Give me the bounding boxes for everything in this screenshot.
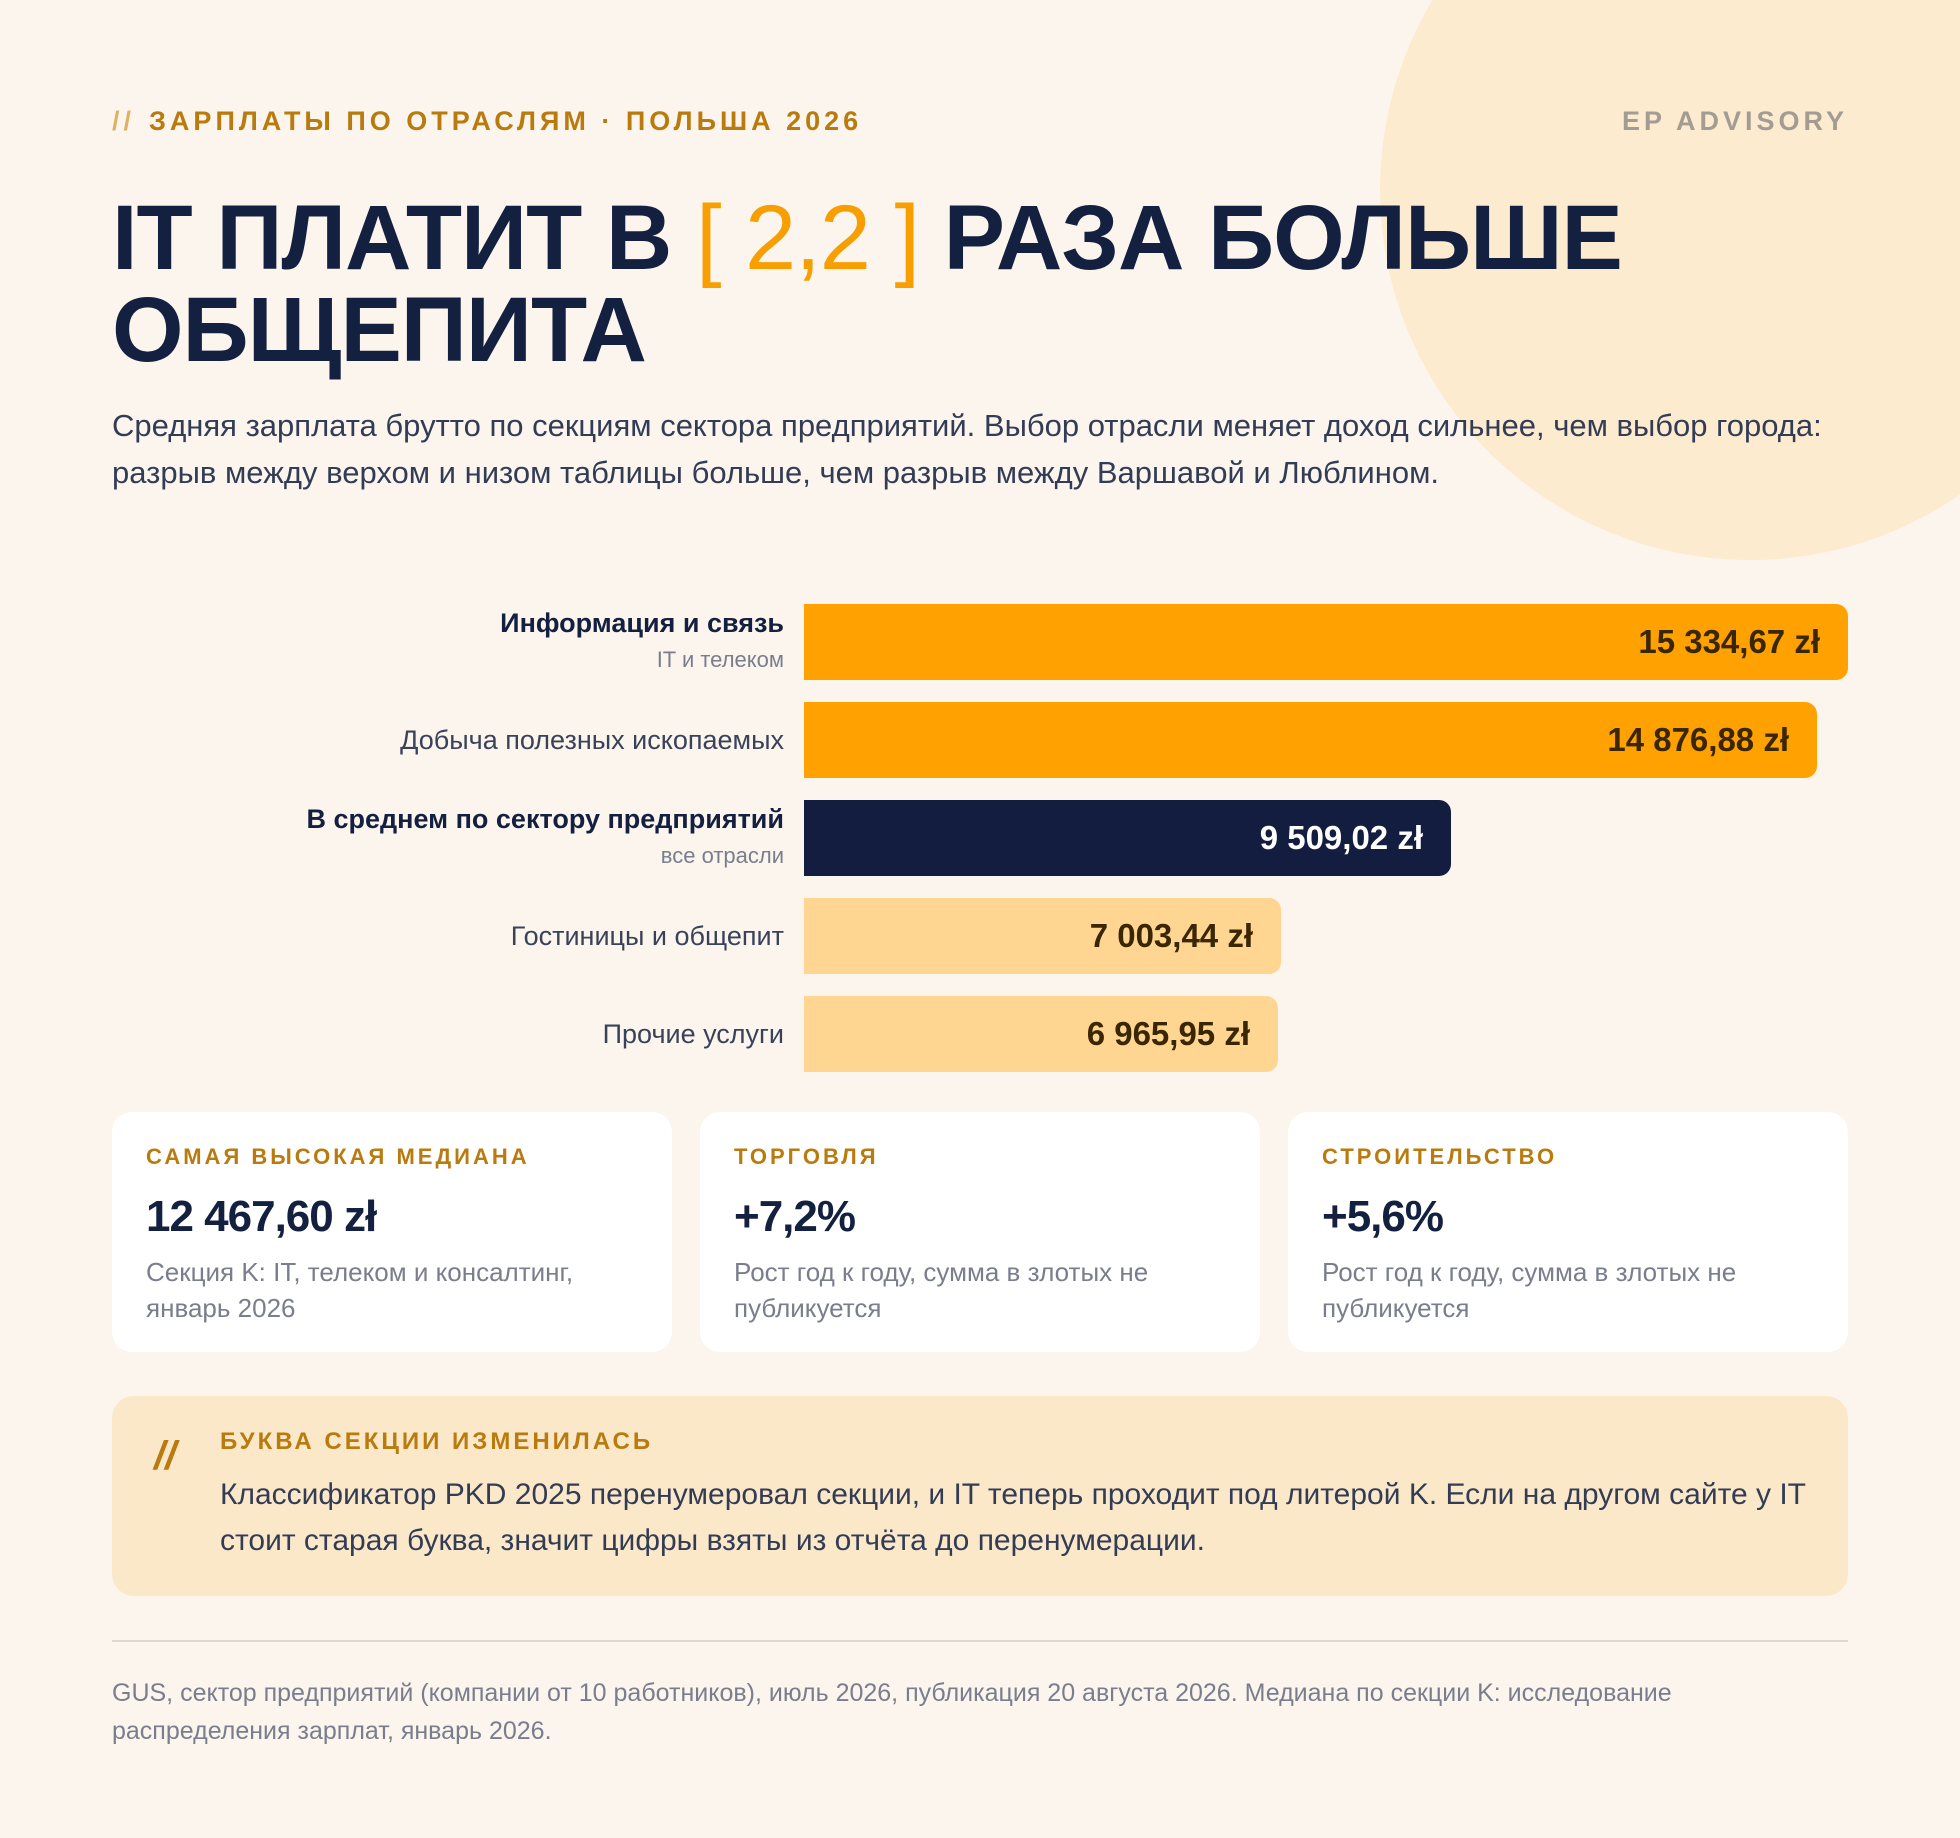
category-name: В среднем по сектору предприятий (306, 804, 784, 834)
headline (112, 187, 1848, 381)
stat-card-value: +7,2% (734, 1192, 855, 1241)
category-label (124, 800, 784, 876)
stat-card-note: Рост год к году, сумма в злотых не публикуется (1322, 1257, 1737, 1323)
category-label (124, 898, 784, 974)
stat-card-note: Рост год к году, сумма в злотых не публикуется (734, 1257, 1149, 1323)
bar-value-label: 14 876,88 zł (1607, 721, 1789, 758)
bar (804, 996, 1278, 1072)
chart-row (112, 898, 1848, 974)
stat-card-trade (700, 1112, 1260, 1352)
stat-card-label: ТОРГОВЛЯ (734, 1144, 879, 1169)
callout-title: БУКВА СЕКЦИИ ИЗМЕНИЛАСЬ (220, 1428, 654, 1455)
category-subtitle: все отрасли (660, 843, 784, 868)
stat-card-value: +5,6% (1322, 1192, 1443, 1241)
kicker (112, 106, 862, 137)
category-name: Прочие услуги (602, 1019, 784, 1049)
stat-card-label: СТРОИТЕЛЬСТВО (1322, 1144, 1558, 1169)
stat-card-median (112, 1112, 672, 1352)
callout-note (112, 1396, 1848, 1596)
category-label (124, 702, 784, 778)
category-label (124, 604, 784, 680)
headline-ratio: [ 2,2 ] (695, 187, 920, 289)
kicker-slash: // (112, 106, 136, 136)
stat-card-label: САМАЯ ВЫСОКАЯ МЕДИАНА (146, 1144, 530, 1169)
brand-name: EP ADVISORY (1621, 106, 1848, 136)
chart-row (112, 996, 1848, 1072)
bar (804, 604, 1848, 680)
callout-slash: // (154, 1434, 177, 1478)
category-name: Информация и связь (500, 608, 784, 638)
headline-after: РАЗА БОЛЬШЕ ОБЩЕПИТА (112, 187, 1622, 381)
source-note: GUS, сектор предприятий (компании от 10 работников), июль 2026, публикация 20 августа 2026. Медиана по секции K: исследование распределения зарплат, январь 2026. (112, 1679, 1672, 1745)
bar-value-label: 15 334,67 zł (1638, 623, 1820, 660)
stat-card-value: 12 467,60 zł (146, 1192, 377, 1241)
category-name: Добыча полезных ископаемых (400, 725, 784, 755)
headline-before: IT ПЛАТИТ В (112, 187, 672, 289)
bar-value-label: 6 965,95 zł (1086, 1015, 1250, 1052)
stat-card-note: Секция K: IT, телеком и консалтинг, январь 2026 (146, 1257, 574, 1323)
bar (804, 800, 1451, 876)
bar-value-label: 9 509,02 zł (1259, 819, 1423, 856)
lede-paragraph: Средняя зарплата брутто по секциям сектора предприятий. Выбор отрасли меняет доход сильнее, чем выбор города: разрыв между верхом и низом таблицы больше, чем разрыв между Варшавой и Люблином. (112, 408, 1822, 490)
chart-row (112, 800, 1848, 876)
bar (804, 898, 1281, 974)
salary-bar-chart (112, 604, 1848, 1072)
category-name: Гостиницы и общепит (510, 921, 784, 951)
category-subtitle: IT и телеком (656, 647, 784, 672)
stat-card-construction (1288, 1112, 1848, 1352)
infographic (112, 0, 1848, 1838)
chart-row (112, 604, 1848, 680)
chart-row (112, 702, 1848, 778)
kicker-text: ЗАРПЛАТЫ ПО ОТРАСЛЯМ · ПОЛЬША 2026 (149, 106, 863, 136)
bar-value-label: 7 003,44 zł (1089, 917, 1253, 954)
category-label (124, 996, 784, 1072)
bar (804, 702, 1817, 778)
divider (112, 1640, 1848, 1642)
callout-text: Классификатор PKD 2025 перенумеровал секции, и IT теперь проходит под литерой K. Если на другом сайте у IT стоит старая буква, значит цифры взяты из отчёта до перенумерации. (220, 1478, 1806, 1557)
